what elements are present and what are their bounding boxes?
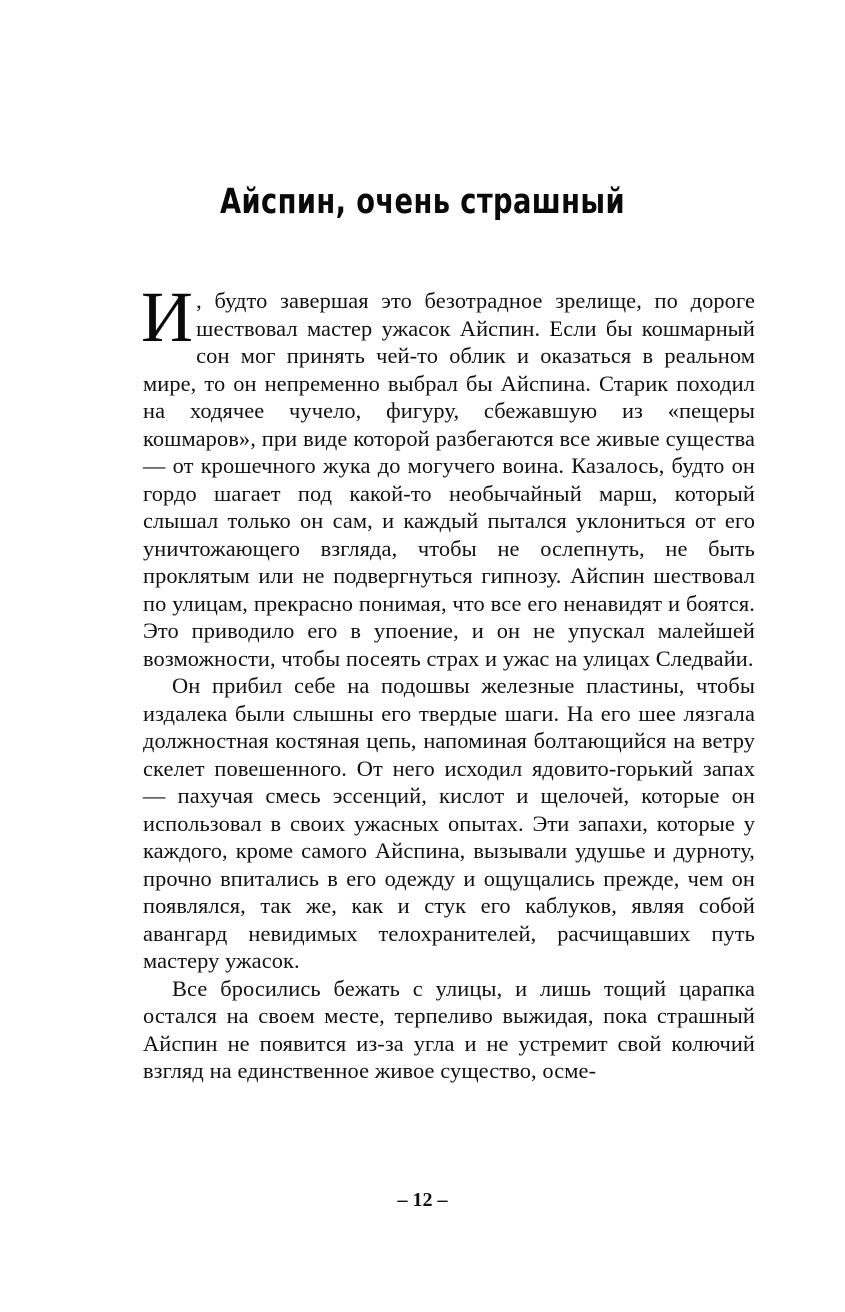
paragraph-3	[143, 975, 755, 1085]
paragraph-2	[143, 672, 755, 975]
paragraph-3-text: Все бросились бежать с улицы, и лишь тощий царапка остался на своем месте, терпеливо выжидая, пока страшный Айспин не появится из-за угла и не устремит свой колючий взгляд на единственное живое существо, осме-	[143, 975, 755, 1083]
paragraph-1	[141, 277, 755, 672]
page-number: – 12 –	[397, 1189, 448, 1211]
chapter-title: Айспин, очень страшный	[219, 182, 626, 222]
paragraph-1-text: , будто завершая это безотрадное зрелище, по дороге шествовал мастер ужасок Айспин. Если бы кошмарный сон мог принять чей-то облик и оказаться в реальном мире, то он непременно выбрал бы Айспина. Старик походил на ходячее чучело, фигуру, сбежавшую из «пещеры кошмаров», при виде которой разбегаются все живые существа — от крошечного жука до могучего воина. Казалось, будто он гордо шагает под какой-то необычайный марш, который слышал только он сам, и каждый пытался уклониться от его уничтожающего взгляда, чтобы не ослепнуть, не быть проклятым или не подвергнуться гипнозу. Айспин шествовал по улицам, прекрасно понимая, что все его ненавидят и боятся. Это приводило его в упоение, и он не упускал малейшей возможности, чтобы посеять страх и ужас на улицах Следвайи.	[143, 288, 755, 671]
drop-cap: И	[141, 277, 194, 357]
paragraph-2-text: Он прибил себе на подошвы железные пластины, чтобы издалека были слышны его твердые шаги. На его шее лязгала должностная костяная цепь, напоминая болтающийся на ветру скелет повешенного. От него исходил ядовито-горький запах — пахучая смесь эссенций, кислот и щелочей, которые он использовал в своих ужасных опытах. Эти запахи, которые у каждого, кроме самого Айспина, вызывали удушье и дурноту, прочно впитались в его одежду и ощущались прежде, чем он появлялся, так же, как и стук его каблуков, являя собой авангард невидимых телохранителей, расчищавших путь мастеру ужасок.	[143, 673, 755, 973]
body-text	[141, 277, 755, 1085]
